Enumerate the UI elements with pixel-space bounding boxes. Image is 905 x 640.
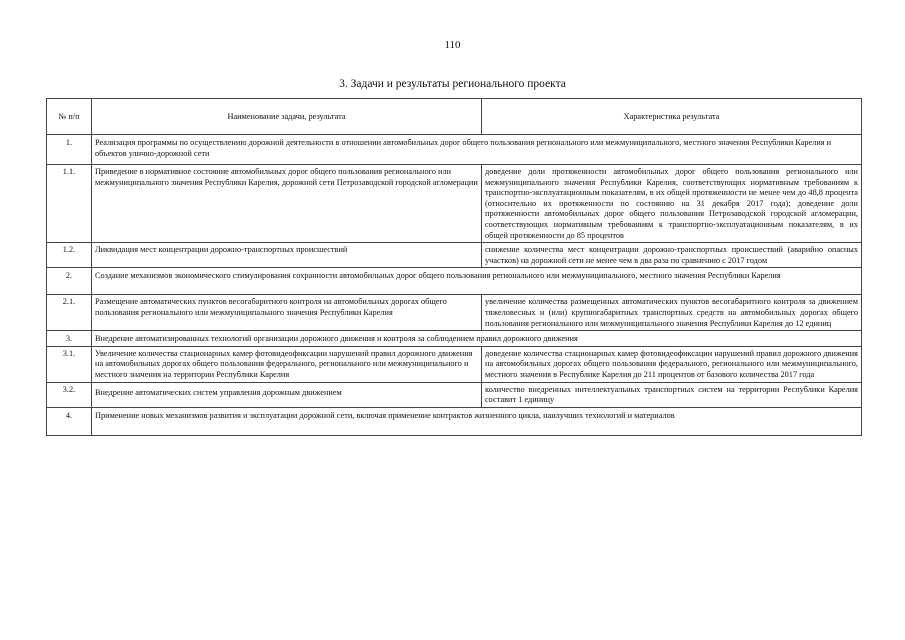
- result-text: доведение доли протяженности автомобильных дорог общего пользования регионального или межмуниципального значения Республики Карелия, соответствующих нормативным требованиям к транспортно-эксплуатационным показателям, в их общей протяженности не менее чем до 48,8 процента (относительно их протяженности по состоянию на 31 декабря 2017 года); доведение доли протяженности автомобильных дорог общего пользования Петрозаводской городской агломерации, соответствующих нормативным требованиям к транспортно-эксплуатационным показателям, в их общей протяженности до 85 процентов: [482, 165, 862, 243]
- tasks-results-table: [46, 98, 862, 436]
- task-name: Увеличение количества стационарных камер фотовидеофиксации нарушений правил дорожного движения на автомобильных дорогах общего пользования федерального, регионального или межмуниципального и местного значения на территории Республики Карелия: [92, 346, 482, 382]
- task-name: Ликвидация мест концентрации дорожно-транспортных происшествий: [92, 243, 482, 268]
- table-row-section: [47, 331, 862, 347]
- section-text: Реализация программы по осуществлению дорожной деятельности в отношении автомобильных дорог общего пользования регионального или межмуниципального, местного значения Республики Карелия и объектов улично-дорожной сети: [92, 135, 862, 165]
- header-result: Характеристика результата: [482, 99, 862, 135]
- result-text: количество внедренных интеллектуальных транспортных систем на территории Республики Карелия составит 1 единицу: [482, 382, 862, 407]
- section-text: Внедрение автоматизированных технологий организации дорожного движения и контроля за соблюдением правил дорожного движения: [92, 331, 862, 347]
- task-name: Размещение автоматических пунктов весогабаритного контроля на автомобильных дорогах общего пользования регионального или межмуниципального значения Республики Карелия: [92, 295, 482, 331]
- table-row-section: [47, 407, 862, 435]
- section-text: Создание механизмов экономического стимулирования сохранности автомобильных дорог общего пользования регионального или межмуниципального, местного значения Республики Карелия: [92, 268, 862, 295]
- result-text: увеличение количества размещенных автоматических пунктов весогабаритного контроля за движением тяжеловесных и (или) крупногабаритных транспортных средств на автомобильных дорогах общего пользования регионального или межмуниципального значения Республики Карелия до 12 единиц: [482, 295, 862, 331]
- result-text: доведение количества стационарных камер фотовидеофиксации нарушений правил дорожного движения на автомобильных дорогах общего пользования федерального, регионального или межмуниципального, местного значения в Республике Карелия до 211 процентов от базового количества 2017 года: [482, 346, 862, 382]
- row-num: 3.2.: [47, 382, 92, 407]
- table-row-section: [47, 268, 862, 295]
- result-text: снижение количества мест концентрации дорожно-транспортных происшествий (аварийно опасных участков) на дорожной сети не менее чем в два раза по сравнению с 2017 годом: [482, 243, 862, 268]
- row-num: 1.1.: [47, 165, 92, 243]
- page-number: 110: [444, 39, 461, 51]
- table-header-row: [47, 99, 862, 135]
- row-num: 2.: [47, 268, 92, 295]
- row-num: 4.: [47, 407, 92, 435]
- row-num: 1.2.: [47, 243, 92, 268]
- section-text: Применение новых механизмов развития и эксплуатации дорожной сети, включая применение контрактов жизненного цикла, наилучших технологий и материалов: [92, 407, 862, 435]
- row-num: 3.1.: [47, 346, 92, 382]
- task-name: Внедрение автоматических систем управления дорожным движением: [92, 382, 482, 407]
- row-num: 1.: [47, 135, 92, 165]
- row-num: 2.1.: [47, 295, 92, 331]
- header-name: Наименование задачи, результата: [92, 99, 482, 135]
- table-row: [47, 243, 862, 268]
- table-row: [47, 165, 862, 243]
- table-row-section: [47, 135, 862, 165]
- header-num: № п/п: [47, 99, 92, 135]
- row-num: 3.: [47, 331, 92, 347]
- section-title: 3. Задачи и результаты регионального проекта: [339, 78, 566, 90]
- table-row: [47, 382, 862, 407]
- task-name: Приведение в нормативное состояние автомобильных дорог общего пользования регионального или межмуниципального значения Республики Карелия, дорожной сети Петрозаводской городской агломерации: [92, 165, 482, 243]
- table-row: [47, 295, 862, 331]
- table-row: [47, 346, 862, 382]
